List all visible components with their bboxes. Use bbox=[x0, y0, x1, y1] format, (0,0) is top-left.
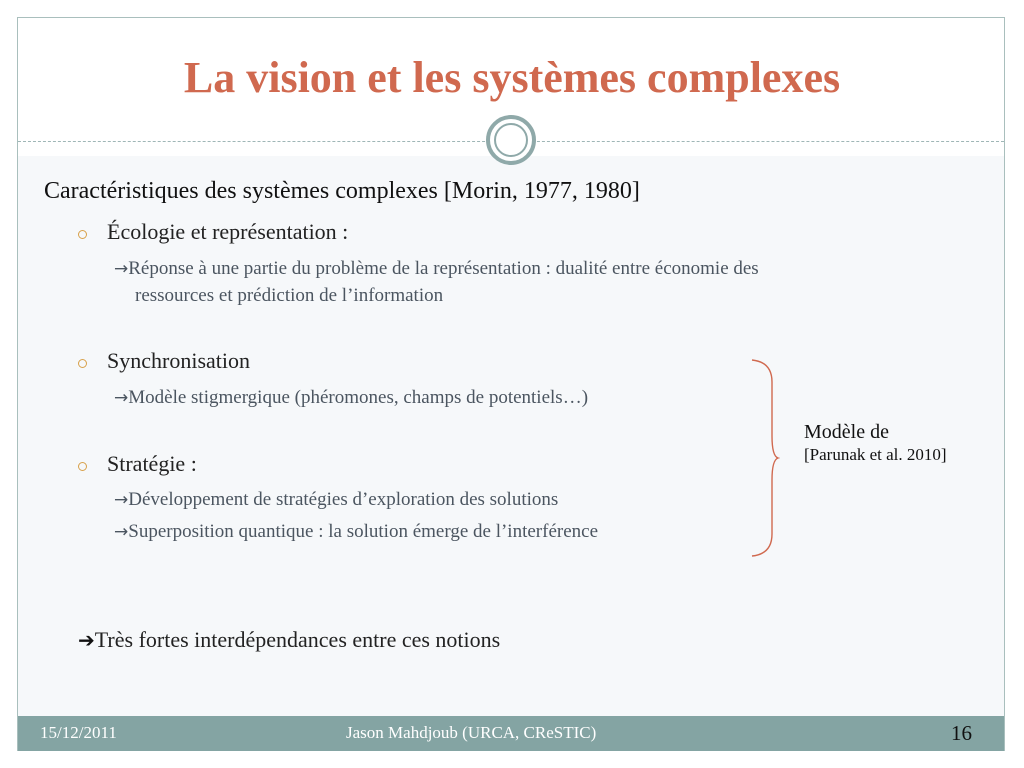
section-point: →Réponse à une partie du problème de la représentation : dualité entre économie des bbox=[114, 258, 759, 279]
section-point-continuation: ressources et prédiction de l’information bbox=[135, 285, 444, 306]
side-note-title: Modèle de bbox=[804, 421, 889, 443]
page-number: 16 bbox=[951, 721, 972, 745]
slide-title: La vision et les systèmes complexes bbox=[183, 53, 841, 102]
right-arrow-icon: → bbox=[114, 388, 129, 408]
ring-ornament-icon bbox=[486, 115, 536, 165]
section-point: →Superposition quantique : la solution émerge de l’interférence bbox=[114, 521, 599, 542]
section-point: →Développement de stratégies d’exploration des solutions bbox=[114, 489, 559, 510]
right-curly-brace-icon bbox=[750, 358, 780, 558]
footer-date: 15/12/2011 bbox=[40, 723, 117, 742]
right-arrow-icon: → bbox=[114, 259, 129, 279]
section-label-ecologie: Écologie et représentation : bbox=[107, 219, 349, 244]
right-arrow-icon: → bbox=[114, 522, 129, 542]
right-arrow-icon: → bbox=[114, 490, 129, 510]
section-label-strategie: Stratégie : bbox=[107, 451, 197, 476]
section-point: →Modèle stigmergique (phéromones, champs de potentiels…) bbox=[114, 387, 589, 408]
conclusion: ➔Très fortes interdépendances entre ces notions bbox=[78, 627, 501, 652]
section-label-synchronisation: Synchronisation bbox=[107, 348, 250, 373]
footer-bar bbox=[18, 716, 1004, 751]
side-note-citation: [Parunak et al. 2010] bbox=[804, 445, 947, 464]
circle-bullet-icon bbox=[78, 462, 87, 471]
footer-author: Jason Mahdjoub (URCA, CReSTIC) bbox=[346, 723, 597, 742]
circle-bullet-icon bbox=[78, 230, 87, 239]
bold-right-arrow-icon: ➔ bbox=[78, 628, 95, 652]
side-note bbox=[804, 420, 947, 466]
main-heading: Caractéristiques des systèmes complexes [Morin, 1977, 1980] bbox=[44, 178, 640, 204]
circle-bullet-icon bbox=[78, 359, 87, 368]
